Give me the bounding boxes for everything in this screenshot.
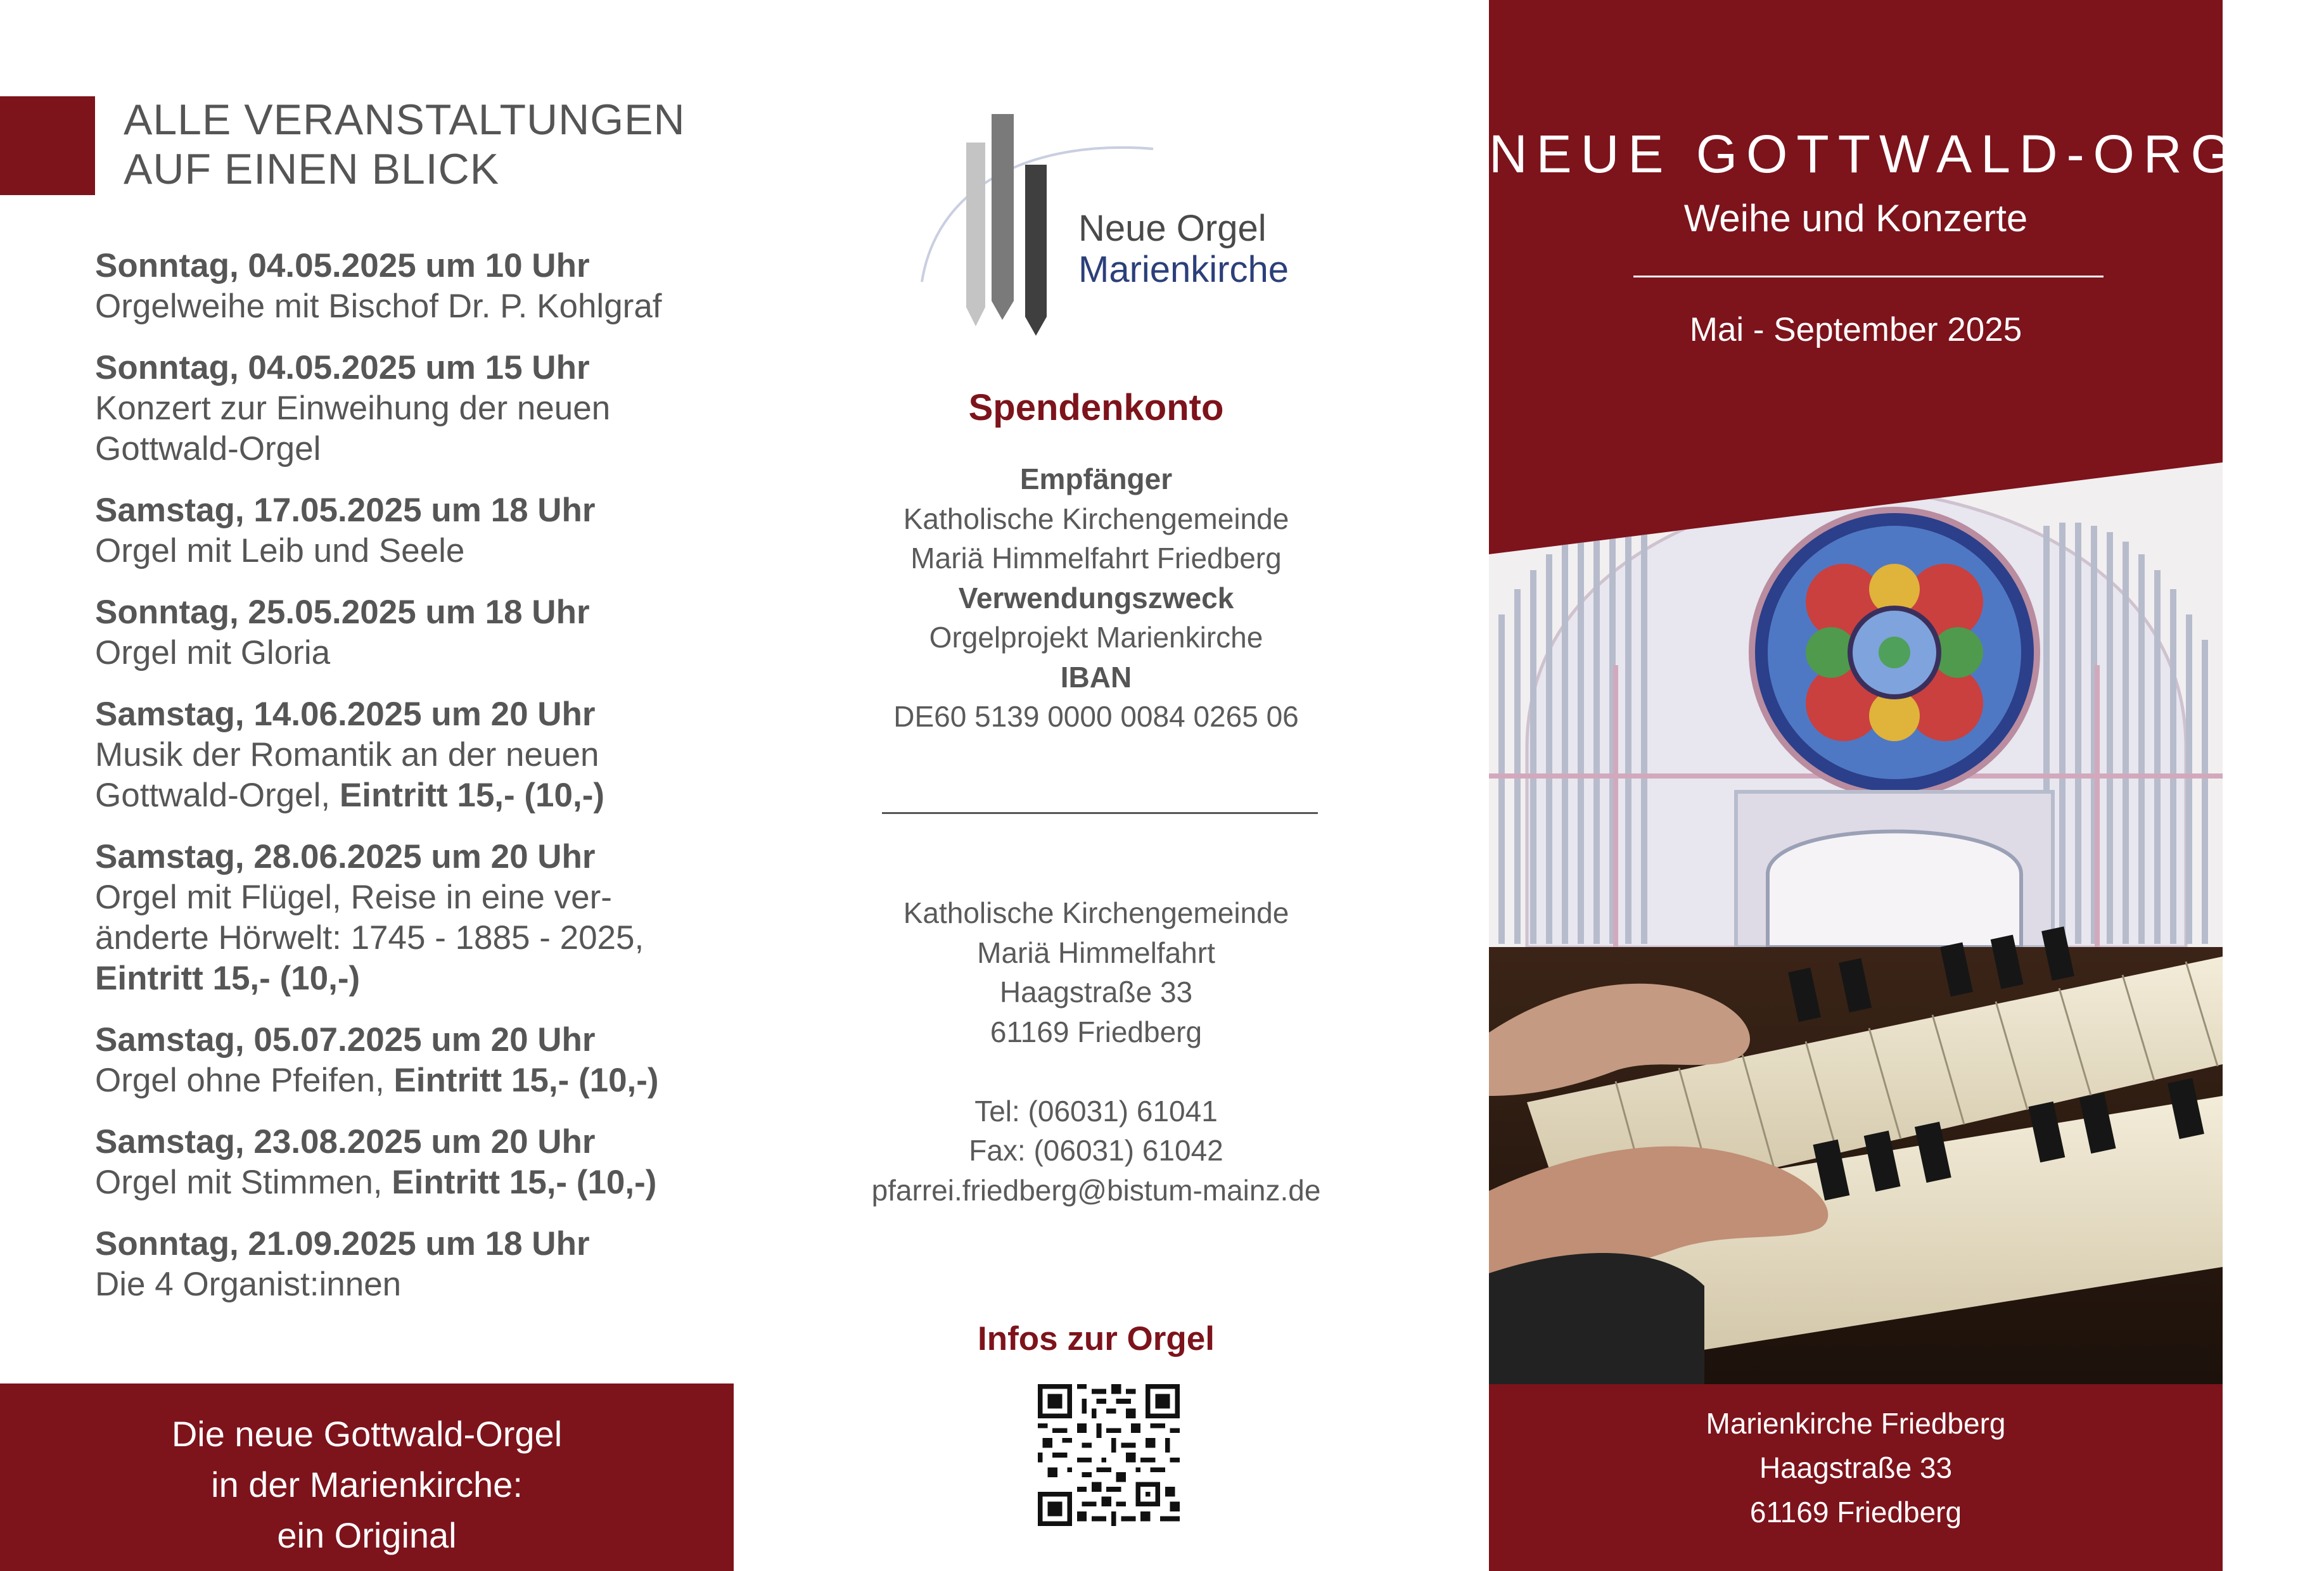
event-date: Samstag, 23.08.2025 um 20 Uhr: [95, 1123, 596, 1161]
address-line: 61169 Friedberg: [1749, 1496, 1962, 1529]
recipient-line: Mariä Himmelfahrt Friedberg: [910, 542, 1282, 575]
footer-line: ein Original: [277, 1515, 457, 1555]
event-item: [95, 1122, 729, 1203]
contact-line: Katholische Kirchengemeinde: [903, 896, 1289, 929]
event-description: Musik der Romantik an der neuen Gottwald-Orgel, Eintritt 15,- (10,-): [95, 736, 605, 814]
cover-title: NEUE GOTTWALD-ORGEL: [1489, 124, 2324, 184]
admission-price: Eintritt 15,- (10,-): [339, 777, 605, 814]
organ-logo: [912, 111, 1293, 339]
event-description: Orgelweihe mit Bischof Dr. P. Kohlgraf: [95, 288, 662, 325]
middle-divider: [882, 812, 1318, 814]
event-item: [95, 246, 729, 327]
event-item: [95, 592, 729, 673]
event-description: Orgel mit Flügel, Reise in eine ver- änderte Hörwelt: 1745 - 1885 - 2025, Eintritt 15,- (10,-): [95, 879, 644, 997]
event-item: [95, 490, 729, 571]
event-item: [95, 837, 729, 999]
fax-number: Fax: (06031) 61042: [969, 1134, 1223, 1167]
logo-pipe-mid: [992, 114, 1014, 320]
purpose-value: Orgelprojekt Marienkirche: [929, 621, 1263, 654]
event-item: [95, 1020, 729, 1101]
event-date: Samstag, 17.05.2025 um 18 Uhr: [95, 492, 596, 529]
contact-line: Mariä Himmelfahrt: [977, 936, 1215, 969]
qr-code[interactable]: [1038, 1384, 1180, 1526]
logo-pipe-dark: [1025, 165, 1047, 336]
rose-window: [1752, 510, 2037, 795]
admission-price: Eintritt 15,- (10,-): [95, 960, 361, 997]
event-item: [95, 348, 729, 469]
event-date: Sonntag, 04.05.2025 um 10 Uhr: [95, 247, 590, 284]
event-date: Samstag, 05.07.2025 um 20 Uhr: [95, 1021, 596, 1059]
contact-line: 61169 Friedberg: [990, 1015, 1203, 1048]
cover-date-range: Mai - September 2025: [1689, 311, 2022, 348]
parish-contact: [843, 893, 1350, 1210]
event-description: Konzert zur Einweihung der neuen Gottwald-Orgel: [95, 390, 611, 467]
events-heading-line: AUF EINEN BLICK: [124, 145, 500, 193]
event-date: Samstag, 28.06.2025 um 20 Uhr: [95, 838, 596, 875]
address-line: Marienkirche Friedberg: [1706, 1407, 2006, 1440]
logo-pipe-light: [966, 143, 985, 326]
donation-account-title: Spendenkonto: [968, 387, 1224, 428]
event-date: Samstag, 14.06.2025 um 20 Uhr: [95, 696, 596, 733]
event-description: Die 4 Organist:innen: [95, 1266, 402, 1303]
heading-accent-bar: [0, 96, 95, 195]
events-heading-line: ALLE VERANSTALTUNGEN: [124, 96, 686, 144]
organ-photo: [1489, 462, 2223, 1384]
cover-address: [1489, 1401, 2223, 1534]
organ-facade-drawing: [1489, 462, 2223, 947]
email-link[interactable]: pfarrei.friedberg@bistum-mainz.de: [871, 1173, 1321, 1207]
keyboard-photo: [1489, 927, 2223, 1384]
sleeve: [1489, 1253, 1704, 1384]
logo-text-line1: Neue Orgel: [1078, 208, 1267, 249]
event-date: Sonntag, 25.05.2025 um 18 Uhr: [95, 594, 590, 631]
event-description: Orgel mit Leib und Seele: [95, 532, 465, 569]
recipient-label: Empfänger: [1019, 462, 1173, 495]
contact-line: Haagstraße 33: [999, 976, 1193, 1008]
event-description: Orgel mit Stimmen, Eintritt 15,- (10,-): [95, 1164, 657, 1201]
cover-divider: [1633, 276, 2104, 277]
admission-price: Eintritt 15,- (10,-): [392, 1164, 657, 1201]
donation-account-details: [843, 459, 1350, 737]
left-footer-banner: [0, 1383, 734, 1571]
admission-price: Eintritt 15,- (10,-): [393, 1062, 659, 1099]
event-date: Sonntag, 21.09.2025 um 18 Uhr: [95, 1225, 590, 1263]
event-item: [95, 694, 729, 816]
footer-line: Die neue Gottwald-Orgel: [171, 1414, 563, 1454]
cover-subtitle: Weihe und Konzerte: [1683, 197, 2028, 239]
event-description: Orgel ohne Pfeifen, Eintritt 15,- (10,-): [95, 1062, 659, 1099]
address-line: Haagstraße 33: [1759, 1451, 1953, 1484]
events-list: [95, 246, 729, 1326]
events-heading: [124, 95, 686, 194]
iban-value: DE60 5139 0000 0084 0265 06: [893, 700, 1299, 733]
logo-text-line2: Marienkirche: [1078, 249, 1289, 290]
purpose-label: Verwendungszweck: [958, 581, 1234, 614]
event-item: [95, 1224, 729, 1305]
organ-info-title: Infos zur Orgel: [978, 1320, 1215, 1358]
footer-line: in der Marienkirche:: [211, 1465, 523, 1504]
event-date: Sonntag, 04.05.2025 um 15 Uhr: [95, 349, 590, 386]
iban-label: IBAN: [1060, 660, 1132, 694]
event-description: Orgel mit Gloria: [95, 634, 331, 671]
recipient-line: Katholische Kirchengemeinde: [903, 502, 1289, 535]
phone-number: Tel: (06031) 61041: [974, 1094, 1218, 1128]
